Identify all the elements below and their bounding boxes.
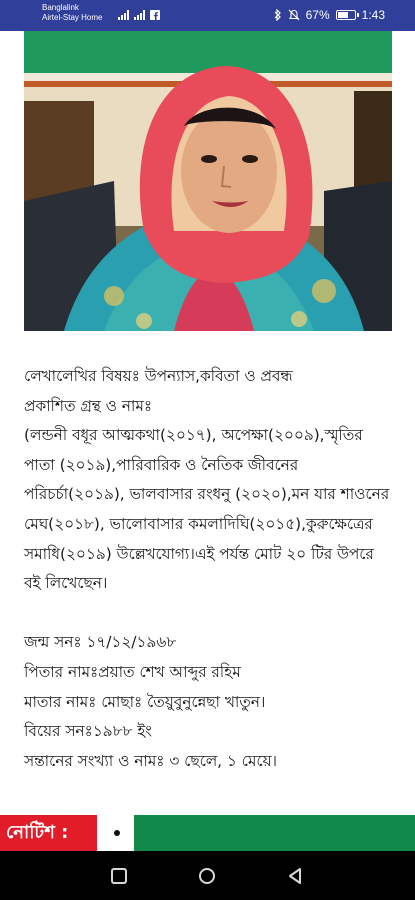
bio-birth-year: জন্ম সনঃ ১৭/১২/১৯৬৮ <box>24 633 177 652</box>
signal-icon <box>118 10 130 20</box>
facebook-icon <box>150 10 160 20</box>
home-icon[interactable] <box>198 867 216 885</box>
bio-father-name: পিতার নামঃপ্রয়াত শেখ আব্দুর রহিম <box>24 662 241 681</box>
status-bar <box>0 0 415 31</box>
battery-percent: 67% <box>305 8 330 22</box>
paragraph-spacer <box>24 599 394 629</box>
status-right <box>274 8 385 22</box>
bluetooth-icon <box>274 9 282 21</box>
bio-mother-name: মাতার নামঃ মোছাঃ তৈয়ুবুনুন্নেছা খাতুন। <box>24 692 266 711</box>
mute-icon <box>288 9 300 21</box>
paragraph-subjects: লেখালেখির বিষয়ঃ উপন্যাস,কবিতা ও প্রবন্ধ <box>24 367 293 385</box>
bio-children: সন্তানের সংখ্যা ও নামঃ ৩ ছেলে, ১ মেয়ে। <box>24 751 277 770</box>
author-photo <box>24 31 392 331</box>
back-icon[interactable] <box>286 867 304 885</box>
status-left-icons <box>118 10 160 20</box>
paragraph-books-list: (লন্ডনী বধূর আত্মকথা(২০১৭), অপেক্ষা(২০০৯),স্মৃতির পাতা (২০১৯),পারিবারিক ও নৈতিক জীবনের পরিচর্চা(২০১৯), ভালবাসার রংধনু (২০২০),মন যার শাওনের মেঘ(২০১৮), ভালোবাসার কমলাদিঘি(২০১৫),কুরুক্ষেত্রের সমাধি(২০১৯) উল্লেখযোগ্য।এই পর্যন্ত মোট ২০ টির উপরে বই লিখেছেন। <box>24 426 390 593</box>
bio-marriage-year: বিয়ের সনঃ১৯৮৮ ইং <box>24 722 152 741</box>
battery-icon <box>336 10 356 20</box>
article-body <box>24 362 394 776</box>
clock: 1:43 <box>361 8 385 22</box>
carrier-info <box>42 3 102 23</box>
bullet-icon <box>114 830 120 836</box>
signal-icon <box>134 10 146 20</box>
notice-label: নোটিশ : <box>0 815 97 851</box>
notice-bar[interactable] <box>0 815 415 851</box>
navigation-bar <box>0 851 415 900</box>
carrier-name-1: Banglalink <box>42 3 79 12</box>
paragraph-books-heading: প্রকাশিত গ্রন্থ ও নামঃ <box>24 396 153 415</box>
carrier-name-2: Airtel-Stay Home <box>42 13 103 22</box>
recent-apps-icon[interactable] <box>110 867 128 885</box>
woman-portrait-image <box>24 31 392 331</box>
notice-ticker[interactable] <box>97 815 134 851</box>
